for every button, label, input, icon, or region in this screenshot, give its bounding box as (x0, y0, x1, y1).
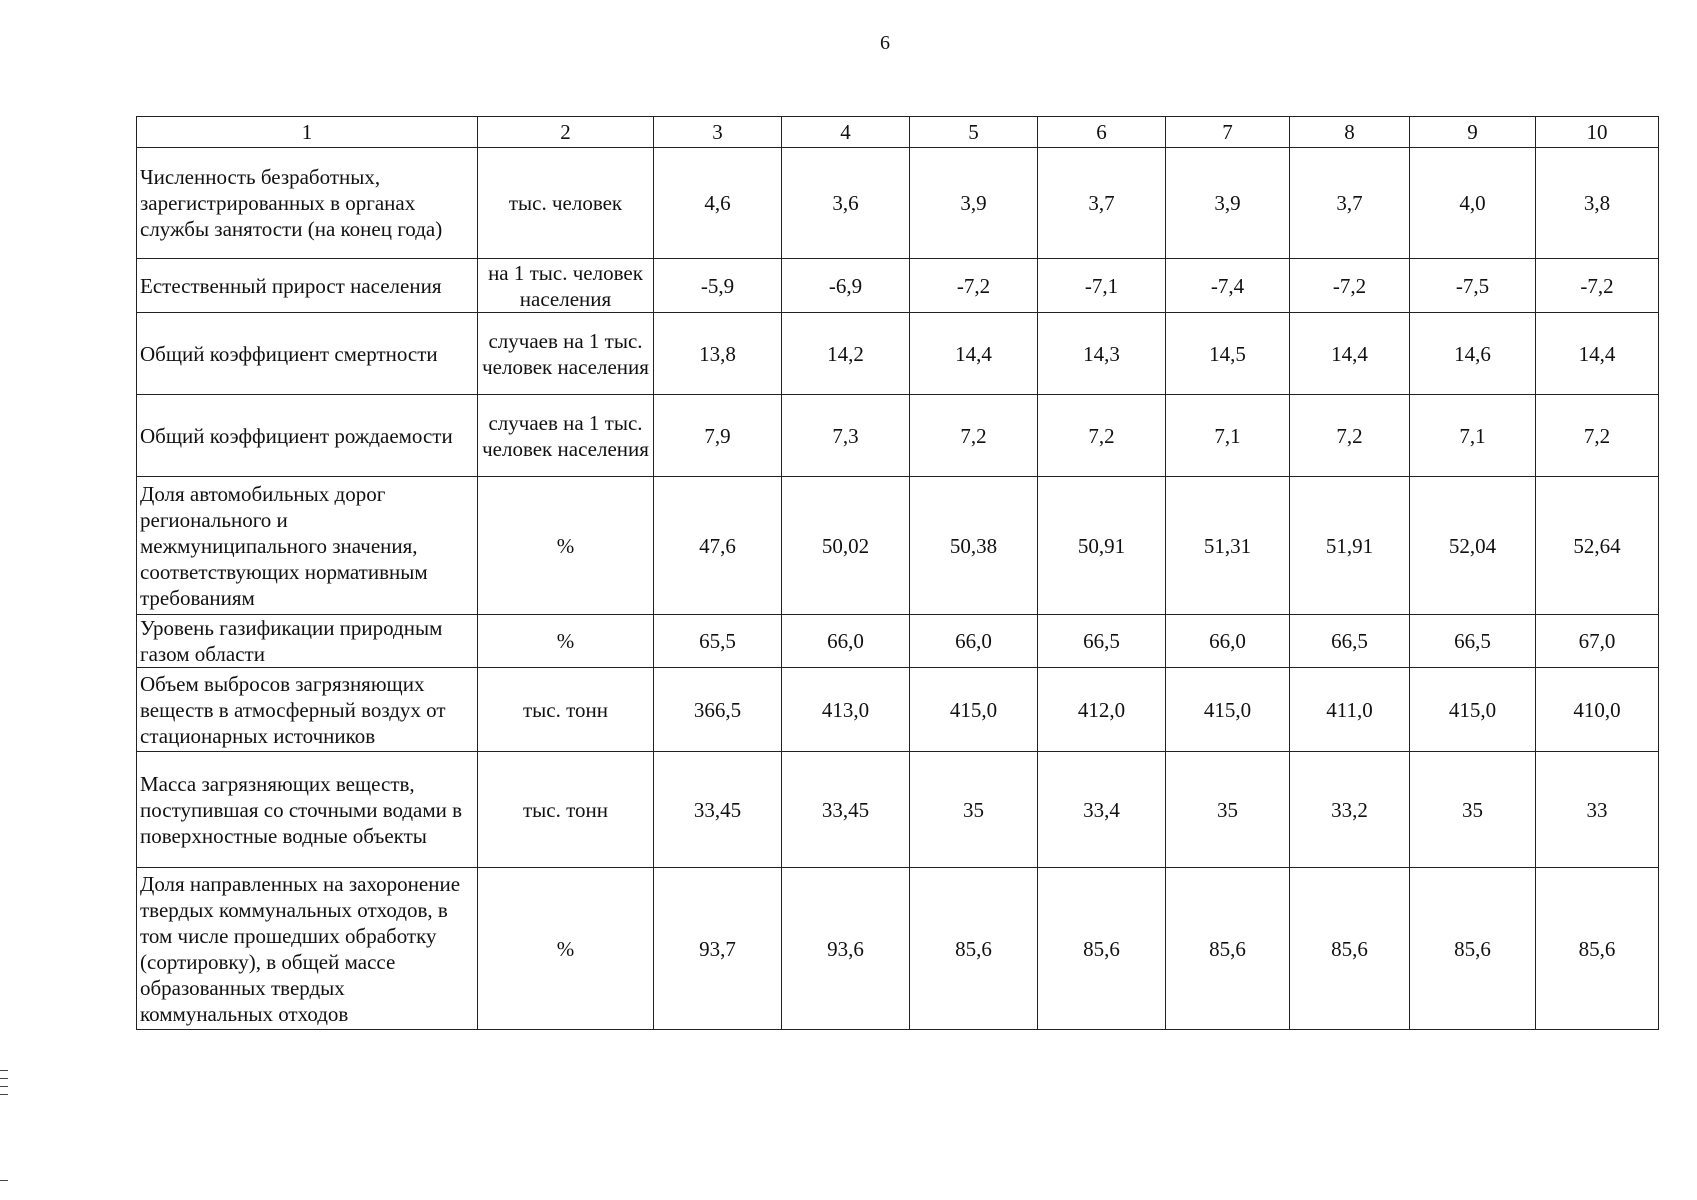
indicator-value: 33,4 (1038, 752, 1166, 868)
indicator-unit: тыс. человек (478, 148, 654, 259)
margin-mark (0, 1180, 8, 1181)
table-row (137, 668, 1659, 752)
indicator-value: 366,5 (654, 668, 782, 752)
indicator-name: Доля автомобильных дорог регионального и межмуниципального значения, соответствующих нормативным требованиям (137, 477, 478, 615)
table-row (137, 148, 1659, 259)
indicator-value: 4,6 (654, 148, 782, 259)
page-number: 6 (880, 32, 890, 54)
table-body (137, 148, 1659, 1030)
indicator-name: Естественный прирост населения (137, 259, 478, 313)
indicator-value: 7,2 (1536, 395, 1659, 477)
indicator-value: 50,02 (782, 477, 910, 615)
indicator-value: 85,6 (1166, 868, 1290, 1030)
indicator-value: 65,5 (654, 615, 782, 668)
indicator-value: -7,2 (910, 259, 1038, 313)
indicator-value: 410,0 (1536, 668, 1659, 752)
indicator-value: 14,4 (1536, 313, 1659, 395)
column-header: 6 (1038, 117, 1166, 148)
indicator-value: 7,3 (782, 395, 910, 477)
table-row (137, 313, 1659, 395)
margin-mark (0, 1094, 8, 1095)
indicator-value: 85,6 (1038, 868, 1166, 1030)
indicator-value: 66,0 (910, 615, 1038, 668)
indicator-value: 7,2 (1038, 395, 1166, 477)
column-header: 8 (1290, 117, 1410, 148)
indicator-unit: случаев на 1 тыс. человек населения (478, 313, 654, 395)
indicator-value: 3,9 (910, 148, 1038, 259)
indicator-value: -7,4 (1166, 259, 1290, 313)
indicator-value: 85,6 (1536, 868, 1659, 1030)
indicator-value: 4,0 (1410, 148, 1536, 259)
column-header: 5 (910, 117, 1038, 148)
indicator-value: 3,7 (1038, 148, 1166, 259)
indicator-value: 33 (1536, 752, 1659, 868)
indicator-value: 3,8 (1536, 148, 1659, 259)
indicator-value: -7,2 (1290, 259, 1410, 313)
indicator-value: 7,1 (1410, 395, 1536, 477)
indicator-value: -5,9 (654, 259, 782, 313)
indicator-value: 35 (1166, 752, 1290, 868)
indicator-value: 51,31 (1166, 477, 1290, 615)
indicator-value: 50,38 (910, 477, 1038, 615)
indicator-unit: тыс. тонн (478, 668, 654, 752)
indicator-name: Общий коэффициент смертности (137, 313, 478, 395)
indicator-name: Масса загрязняющих веществ, поступившая со сточными водами в поверхностные водные объекты (137, 752, 478, 868)
indicator-value: 35 (1410, 752, 1536, 868)
indicator-unit: случаев на 1 тыс. человек населения (478, 395, 654, 477)
margin-mark (0, 1070, 8, 1071)
indicator-value: 85,6 (910, 868, 1038, 1030)
indicator-value: 3,9 (1166, 148, 1290, 259)
column-header: 4 (782, 117, 910, 148)
indicator-value: -7,1 (1038, 259, 1166, 313)
indicator-value: 66,5 (1038, 615, 1166, 668)
indicator-name: Доля направленных на захоронение твердых коммунальных отходов, в том числе прошедших обработку (сортировку), в общей массе образованных твердых коммунальных отходов (137, 868, 478, 1030)
table-row (137, 477, 1659, 615)
indicator-value: 33,45 (782, 752, 910, 868)
indicator-value: 14,2 (782, 313, 910, 395)
indicator-value: 66,5 (1410, 615, 1536, 668)
indicator-name: Уровень газификации природным газом области (137, 615, 478, 668)
indicator-unit: на 1 тыс. человек населения (478, 259, 654, 313)
indicator-value: 415,0 (910, 668, 1038, 752)
column-header: 2 (478, 117, 654, 148)
indicator-value: 66,0 (1166, 615, 1290, 668)
indicator-value: 93,6 (782, 868, 910, 1030)
indicator-value: 14,4 (910, 313, 1038, 395)
indicator-unit: % (478, 868, 654, 1030)
indicator-unit: % (478, 477, 654, 615)
indicator-value: 93,7 (654, 868, 782, 1030)
indicator-unit: % (478, 615, 654, 668)
indicator-value: 413,0 (782, 668, 910, 752)
indicator-name: Численность безработных, зарегистрированных в органах службы занятости (на конец года) (137, 148, 478, 259)
indicator-value: 47,6 (654, 477, 782, 615)
indicator-value: 412,0 (1038, 668, 1166, 752)
indicator-value: -6,9 (782, 259, 910, 313)
indicator-value: 3,6 (782, 148, 910, 259)
indicator-value: -7,2 (1536, 259, 1659, 313)
column-header: 1 (137, 117, 478, 148)
indicator-unit: тыс. тонн (478, 752, 654, 868)
indicator-value: 33,2 (1290, 752, 1410, 868)
indicator-value: 33,45 (654, 752, 782, 868)
table-header-row (137, 117, 1659, 148)
table-row (137, 259, 1659, 313)
indicator-value: 50,91 (1038, 477, 1166, 615)
table-row (137, 395, 1659, 477)
indicator-value: 415,0 (1166, 668, 1290, 752)
indicator-value: 7,9 (654, 395, 782, 477)
indicator-value: 7,1 (1166, 395, 1290, 477)
indicator-value: 14,5 (1166, 313, 1290, 395)
indicator-value: 52,64 (1536, 477, 1659, 615)
column-header: 7 (1166, 117, 1290, 148)
margin-mark (0, 1078, 8, 1079)
indicator-value: 14,6 (1410, 313, 1536, 395)
indicator-value: 66,5 (1290, 615, 1410, 668)
indicator-value: 85,6 (1290, 868, 1410, 1030)
table-row (137, 752, 1659, 868)
indicator-value: 85,6 (1410, 868, 1536, 1030)
indicator-value: 13,8 (654, 313, 782, 395)
indicator-value: 51,91 (1290, 477, 1410, 615)
indicator-value: -7,5 (1410, 259, 1536, 313)
indicator-value: 14,4 (1290, 313, 1410, 395)
indicator-value: 7,2 (910, 395, 1038, 477)
indicator-name: Объем выбросов загрязняющих веществ в атмосферный воздух от стационарных источников (137, 668, 478, 752)
indicator-value: 67,0 (1536, 615, 1659, 668)
indicator-value: 7,2 (1290, 395, 1410, 477)
indicator-value: 35 (910, 752, 1038, 868)
indicators-table (136, 116, 1659, 1030)
indicator-value: 415,0 (1410, 668, 1536, 752)
column-header: 9 (1410, 117, 1536, 148)
indicator-value: 3,7 (1290, 148, 1410, 259)
indicator-value: 52,04 (1410, 477, 1536, 615)
indicator-value: 66,0 (782, 615, 910, 668)
column-header: 3 (654, 117, 782, 148)
table-row (137, 868, 1659, 1030)
indicator-name: Общий коэффициент рождаемости (137, 395, 478, 477)
margin-mark (0, 1086, 8, 1087)
indicator-value: 411,0 (1290, 668, 1410, 752)
indicator-value: 14,3 (1038, 313, 1166, 395)
table-row (137, 615, 1659, 668)
column-header: 10 (1536, 117, 1659, 148)
